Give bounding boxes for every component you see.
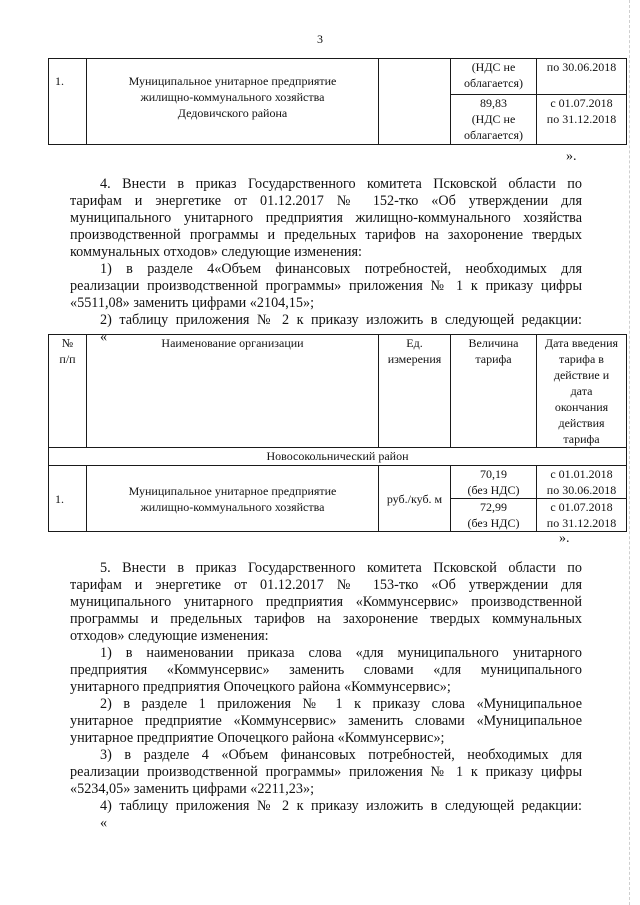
row-number: 1. — [49, 466, 87, 532]
organization-name: Муниципальное унитарное предприятие жилищно-коммунального хозяйства Дедовичского района — [87, 59, 379, 145]
page-number: 3 — [317, 32, 323, 46]
tariff-table-dedovichi — [48, 58, 627, 145]
header-organization: Наименование организации — [87, 335, 379, 448]
header-unit: Ед. измерения — [379, 335, 451, 448]
header-date: Дата введения тарифа в действие и дата окончания действия тарифа — [537, 335, 627, 448]
unit-cell — [379, 59, 451, 145]
tariff-value: 72,99 (без НДС) — [451, 499, 537, 532]
tariff-value: 89,83 (НДС не облагается) — [451, 95, 537, 145]
row-number: 1. — [49, 59, 87, 145]
header-tariff: Величина тарифа — [451, 335, 537, 448]
organization-name: Муниципальное унитарное предприятие жилищно-коммунального хозяйства — [87, 466, 379, 532]
tariff-value: (НДС не облагается) — [451, 59, 537, 95]
paragraph-item-4: 4. Внести в приказ Государственного комитета Псковской области по тарифам и энергетике от 01.12.2017 № 152-тко «Об утверждении для муниципального унитарного предприятия жилищно-коммунального хозяйства производственной программы и предельных тарифов на захоронение твердых коммунальных отходов» следующие изменения: 1) в разделе 4«Объем финансовых потребностей, необходимых для реализации производственной программы» приложения № 1 к приказу цифры «5511,08» заменить цифрами «2104,15»; 2) таблицу приложения № 2 к приказу изложить в следующей редакции: « — [70, 176, 582, 345]
tariff-period: с 01.01.2018 по 30.06.2018 — [537, 466, 627, 499]
tariff-table-novosokolniki — [48, 334, 627, 532]
table-header-row — [49, 335, 627, 448]
tariff-period: по 30.06.2018 — [537, 59, 627, 95]
scan-edge — [629, 0, 640, 905]
region-name: Новосокольнический район — [49, 448, 627, 466]
quote-closer: ». — [559, 531, 570, 546]
header-number: № п/п — [49, 335, 87, 448]
tariff-value: 70,19 (без НДС) — [451, 466, 537, 499]
unit-cell: руб./куб. м — [379, 466, 451, 532]
table-row — [49, 59, 627, 95]
tariff-period: с 01.07.2018 по 31.12.2018 — [537, 95, 627, 145]
table-row — [49, 466, 627, 499]
quote-closer: ». — [566, 149, 577, 164]
tariff-period: с 01.07.2018 по 31.12.2018 — [537, 499, 627, 532]
table-region-row — [49, 448, 627, 466]
paragraph-item-5: 5. Внести в приказ Государственного комитета Псковской области по тарифам и энергетике от 01.12.2017 № 153-тко «Об утверждении для муниципального унитарного предприятия «Коммунсервис» производственной программы и предельных тарифов на захоронение твердых коммунальных отходов» следующие изменения: 1) в наименовании приказа слова «для муниципального унитарного предприятия «Коммунсервис» заменить словами «для муниципального унитарного предприятия Опочецкого района «Коммунсервис»; 2) в разделе 1 приложения № 1 к приказу слова «Муниципальное унитарное предприятие «Коммунсервис» заменить словами «Муниципальное унитарное предприятие Опочецкого района «Коммунсервис»; 3) в разделе 4 «Объем финансовых потребностей, необходимых для реализации производственной программы» приложения № 1 к приказу цифры «5234,05» заменить цифрами «2211,23»; 4) таблицу приложения № 2 к приказу изложить в следующей редакции: « — [70, 560, 582, 831]
